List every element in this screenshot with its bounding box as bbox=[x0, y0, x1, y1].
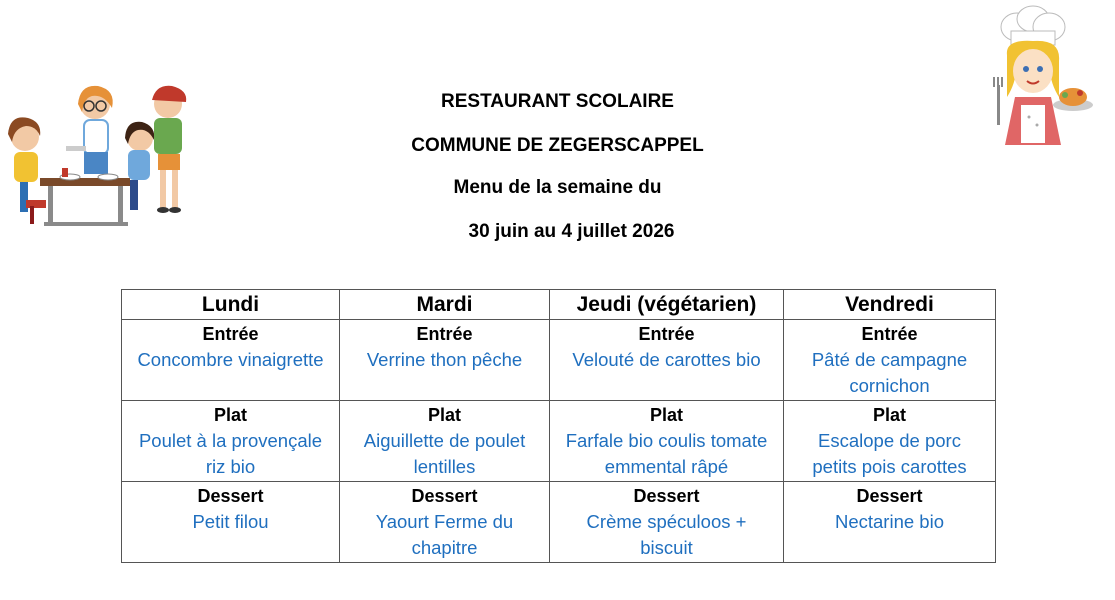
category-label: Dessert bbox=[197, 486, 264, 506]
dish-line: riz bio bbox=[205, 456, 256, 477]
dish-line: Crème spéculoos + bbox=[586, 511, 747, 532]
menu-cell bbox=[340, 401, 550, 482]
dish-line: Farfale bio coulis tomate bbox=[565, 430, 768, 451]
dish-line: biscuit bbox=[640, 537, 693, 558]
dish-line: Verrine thon pêche bbox=[366, 349, 523, 370]
category-label: Entrée bbox=[416, 324, 473, 344]
category-label: Dessert bbox=[856, 486, 923, 506]
menu-cell bbox=[550, 320, 784, 401]
dish-line: cornichon bbox=[849, 375, 930, 396]
dish-line: Velouté de carottes bio bbox=[572, 349, 761, 370]
menu-row-dessert bbox=[122, 482, 996, 563]
category-label: Dessert bbox=[411, 486, 478, 506]
category-label: Entrée bbox=[638, 324, 695, 344]
category-label: Plat bbox=[649, 405, 683, 425]
menu-row-plat bbox=[122, 401, 996, 482]
menu-cell bbox=[550, 401, 784, 482]
category-label: Entrée bbox=[861, 324, 918, 344]
menu-date-range: 30 juin au 4 juillet 2026 bbox=[468, 221, 675, 242]
menu-cell bbox=[784, 482, 996, 563]
category-label: Plat bbox=[872, 405, 906, 425]
commune-title: COMMUNE DE ZEGERSCAPPEL bbox=[411, 135, 704, 156]
weekly-menu-table bbox=[121, 289, 996, 563]
menu-week-label: Menu de la semaine du bbox=[453, 177, 662, 198]
menu-cell bbox=[122, 320, 340, 401]
dish-line: Nectarine bio bbox=[834, 511, 944, 532]
menu-row-entree bbox=[122, 320, 996, 401]
dish-line: Escalope de porc bbox=[818, 430, 961, 451]
menu-cell bbox=[784, 401, 996, 482]
dish-line: chapitre bbox=[411, 537, 478, 558]
category-label: Plat bbox=[427, 405, 461, 425]
dish-line: lentilles bbox=[413, 456, 476, 477]
category-label: Entrée bbox=[202, 324, 259, 344]
menu-cell bbox=[550, 482, 784, 563]
day-header-tuesday: Mardi bbox=[340, 290, 550, 320]
day-header-monday: Lundi bbox=[122, 290, 340, 320]
dish-line: petits pois carottes bbox=[812, 456, 967, 477]
chef-girl-illustration bbox=[985, 5, 1095, 155]
day-header-friday: Vendredi bbox=[784, 290, 996, 320]
dish-line: Petit filou bbox=[192, 511, 269, 532]
dish-line: Concombre vinaigrette bbox=[137, 349, 324, 370]
dish-line: emmental râpé bbox=[604, 456, 729, 477]
day-header-thursday: Jeudi (végétarien) bbox=[550, 290, 784, 320]
menu-cell bbox=[784, 320, 996, 401]
restaurant-title: RESTAURANT SCOLAIRE bbox=[441, 91, 674, 112]
menu-cell bbox=[340, 482, 550, 563]
dish-line: Pâté de campagne bbox=[811, 349, 968, 370]
category-label: Plat bbox=[213, 405, 247, 425]
dish-line: Aiguillette de poulet bbox=[363, 430, 526, 451]
category-label: Dessert bbox=[633, 486, 700, 506]
menu-cell bbox=[122, 482, 340, 563]
menu-cell bbox=[340, 320, 550, 401]
dish-line: Yaourt Ferme du bbox=[375, 511, 514, 532]
menu-cell bbox=[122, 401, 340, 482]
dish-line: Poulet à la provençale bbox=[138, 430, 323, 451]
day-header-row bbox=[122, 290, 996, 320]
